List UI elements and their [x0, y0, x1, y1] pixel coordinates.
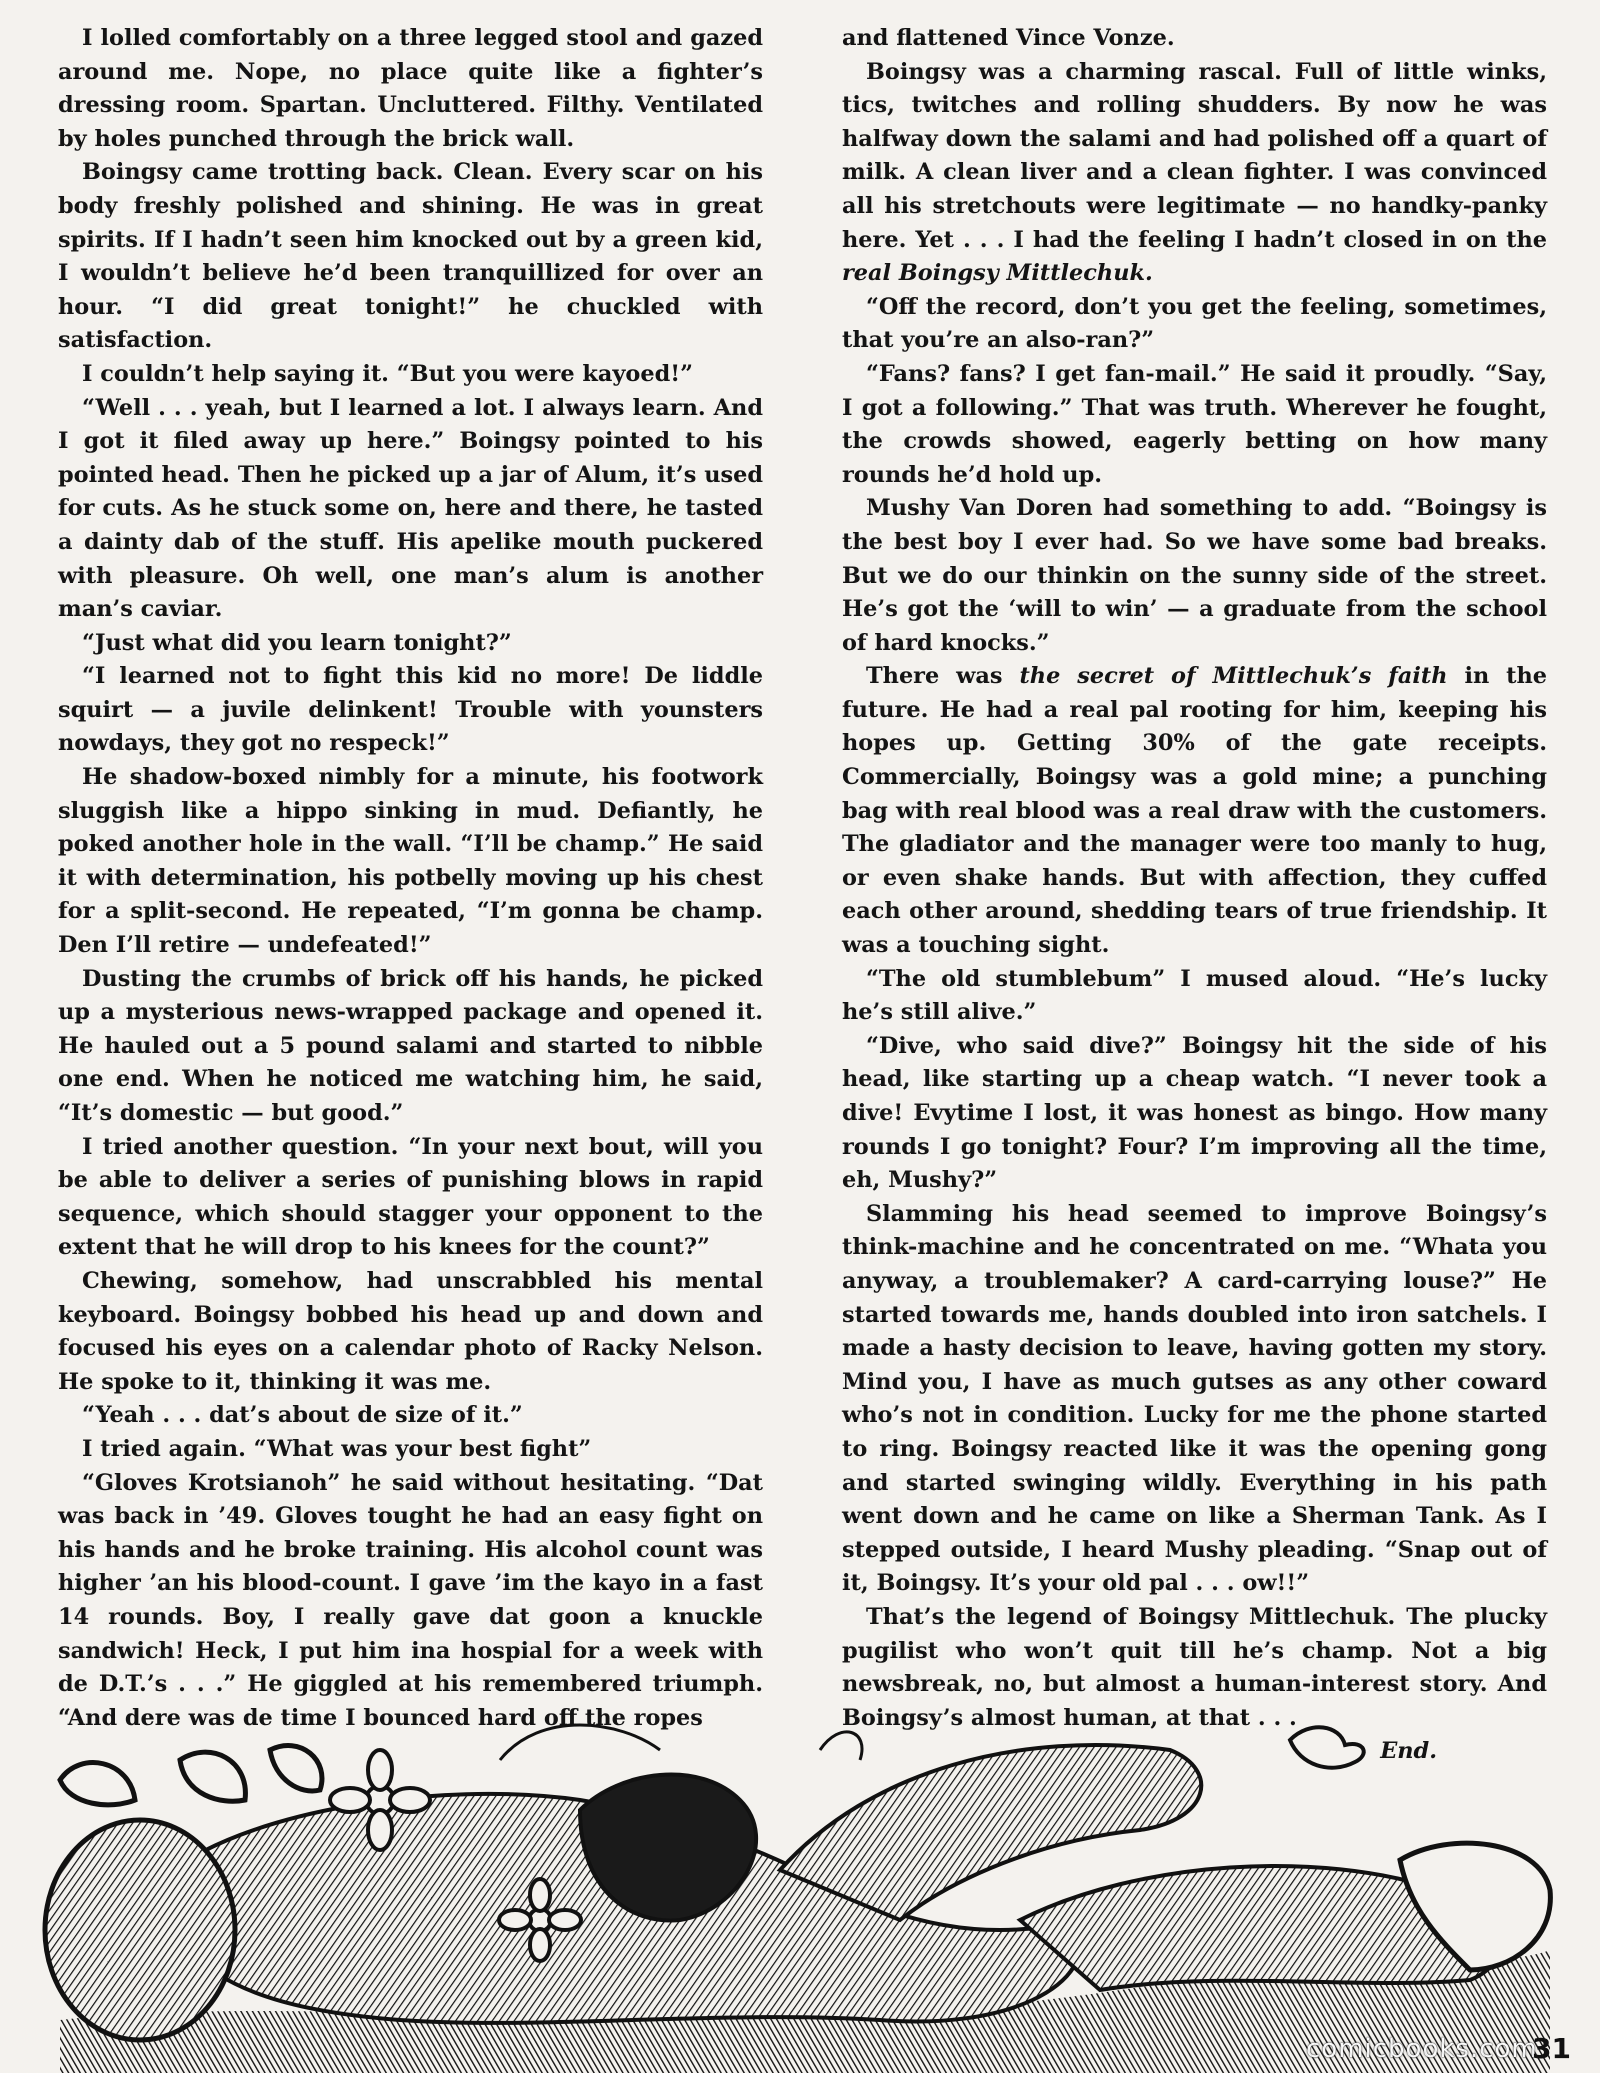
paragraph: I tried again. “What was your best fight” — [82, 1435, 592, 1462]
paragraph: “Fans? fans? I get fan-mail.” He said it proudly. “Say, I got a following.” That was truth. Wherever he fought, the crowds showed, eagerly betting on how many rounds he’d hold up. — [842, 360, 1547, 488]
paragraph — [842, 660, 1547, 962]
paragraph: I couldn’t help saying it. “But you were kayoed!” — [82, 360, 693, 387]
bell-icon — [180, 1752, 245, 1801]
paragraph: Chewing, somehow, had unscrabbled his mental keyboard. Boingsy bobbed his head up and down and focused his eyes on a calendar photo of Racky Nelson. He spoke to it, thinking it was me. — [58, 1267, 763, 1395]
dizzy-swirl — [500, 1725, 862, 1760]
emphasis-text: real Boingsy Mittlechuk. — [842, 260, 1153, 287]
paragraph: That’s the legend of Boingsy Mittlechuk. The plucky pugilist who won’t quit till he’s champ. Not a big newsbreak, no, but almost a human-interest story. And Boingsy’s almost human, at that . . . — [842, 1603, 1547, 1731]
end-mark: End. — [1380, 1738, 1437, 1765]
paragraph: and flattened Vince Vonze. — [842, 25, 1175, 51]
watermark: comicbooks.com — [1306, 2034, 1538, 2064]
paragraph: Mushy Van Doren had something to add. “Boingsy is the best boy I ever had. So we have some bad breaks. But we do our thinkin on the sunny side of the street. He’s got the ‘will to win’ — a graduate from the school of hard knocks.” — [842, 495, 1547, 656]
page-number: 31 — [1532, 2032, 1571, 2065]
paragraph: “Just what did you learn tonight?” — [82, 629, 512, 656]
paragraph: “Yeah . . . dat’s about de size of it.” — [82, 1402, 523, 1429]
paragraph-text: Boingsy was a charming rascal. Full of little winks, tics, twitches and rolling shudders. By now he was halfway down the salami and had polished off a quart of milk. A clean liver and a clean fighter. I was convinced all his stretchouts were legitimate — no handky-panky here. Yet . . . I had the feeling I hadn’t closed in on the — [842, 58, 1547, 253]
right-column — [842, 22, 1547, 1769]
emphasis-text: the secret of Mittlechuk’s faith — [1019, 663, 1448, 690]
paragraph-text: in the future. He had a real pal rooting for him, keeping his hopes up. Getting 30% of the gate receipts. Commercially, Boingsy was a gold mine; a punching bag with real blood was a real draw with the customers. The gladiator and the manager were too manly to hug, or even shake hands. But with affection, they cuffed each other around, shedding tears of true friendship. It was a touching sight. — [842, 663, 1548, 959]
boxer-head — [45, 1820, 235, 2040]
paragraph: Slamming his head seemed to improve Boingsy’s think-machine and he concentrated on me. “Whata you anyway, a troublemaker? A card-carrying louse?” He started towards me, hands doubled into iron satchels. I made a hasty decision to leave, having gotten my story. Mind you, I have as much gutses as any other coward who’s not in condition. Lucky for me the phone started to ring. Boingsy reacted like it was the opening gong and started swinging wildly. Everything in his path went down and he came on like a Sherman Tank. As I stepped outside, I heard Mushy pleading. “Snap out of it, Boingsy. It’s your old pal . . . ow!!” — [842, 1200, 1547, 1597]
paragraph: “Dive, who said dive?” Boingsy hit the side of his head, like starting up a cheap watch. “I never took a dive! Evytime I lost, it was honest as bingo. How many rounds I go tonight? Four? I’m improving all the time, eh, Mushy?” — [842, 1032, 1547, 1194]
paragraph: I tried another question. “In your next bout, will you be able to deliver a series of punishing blows in rapid sequence, which should stagger your opponent to the extent that he will drop to his knees for the count?” — [58, 1133, 763, 1261]
paragraph: “The old stumblebum” I mused aloud. “He’s lucky he’s still alive.” — [842, 965, 1547, 1026]
paragraph: Boingsy came trotting back. Clean. Every scar on his body freshly polished and shining. He was in great spirits. If I hadn’t seen him knocked out by a green kid, I wouldn’t believe he’d been tranquillized for over an hour. “I did great tonight!” he chuckled with satisfaction. — [58, 159, 763, 354]
paragraph: “Well . . . yeah, but I learned a lot. I always learn. And I got it filed away up here.” Boingsy pointed to his pointed head. Then he picked up a jar of Alum, it’s used for cuts. As he stuck some on, here and there, he tasted a dainty dab of the stuff. His apelike mouth puckered with pleasure. Oh well, one man’s alum is another man’s caviar. — [58, 394, 763, 623]
paragraph: “Off the record, don’t you get the feeling, sometimes, that you’re an also-ran?” — [842, 293, 1547, 354]
paragraph: Dusting the crumbs of brick off his hands, he picked up a mysterious news-wrapped package and opened it. He hauled out a 5 pound salami and started to nibble one end. When he noticed me watching him, he said, “It’s domestic — but good.” — [58, 965, 763, 1126]
bell-icon — [60, 1763, 135, 1805]
left-column — [58, 22, 763, 1735]
paragraph: “Gloves Krotsianoh” he said without hesitating. “Dat was back in ’49. Gloves tought he had an easy fight on his hands and he broke training. His alcohol count was higher ’an his blood-count. I gave ’im the kayo in a fast 14 rounds. Boy, I really gave dat goon a knuckle sandwich! Heck, I put him ina hospial for a week with de D.T.’s . . .” He giggled at his remembered triumph. “And dere was de time I bounced hard off the ropes — [58, 1469, 763, 1731]
paragraph-text: There was — [866, 663, 1003, 690]
paragraph: “I learned not to fight this kid no more! De liddle squirt — a juvile delinkent! Trouble with younsters nowdays, they got no respeck!” — [58, 663, 763, 757]
paragraph: I lolled comfortably on a three legged stool and gazed around me. Nope, no place quite like a fighter’s dressing room. Spartan. Uncluttered. Filthy. Ventilated by holes punched through the brick wall. — [58, 25, 763, 152]
bird-icon — [1290, 1727, 1364, 1767]
bell-icon — [270, 1746, 322, 1791]
paragraph — [842, 56, 1547, 291]
paragraph: He shadow-boxed nimbly for a minute, his footwork sluggish like a hippo sinking in mud. Defiantly, he poked another hole in the wall. “I’ll be champ.” He said it with determination, his potbelly moving up his chest for a split-second. He repeated, “I’m gonna be champ. Den I’ll retire — undefeated!” — [58, 764, 763, 959]
knocked-out-boxer-illustration — [20, 1690, 1565, 2073]
